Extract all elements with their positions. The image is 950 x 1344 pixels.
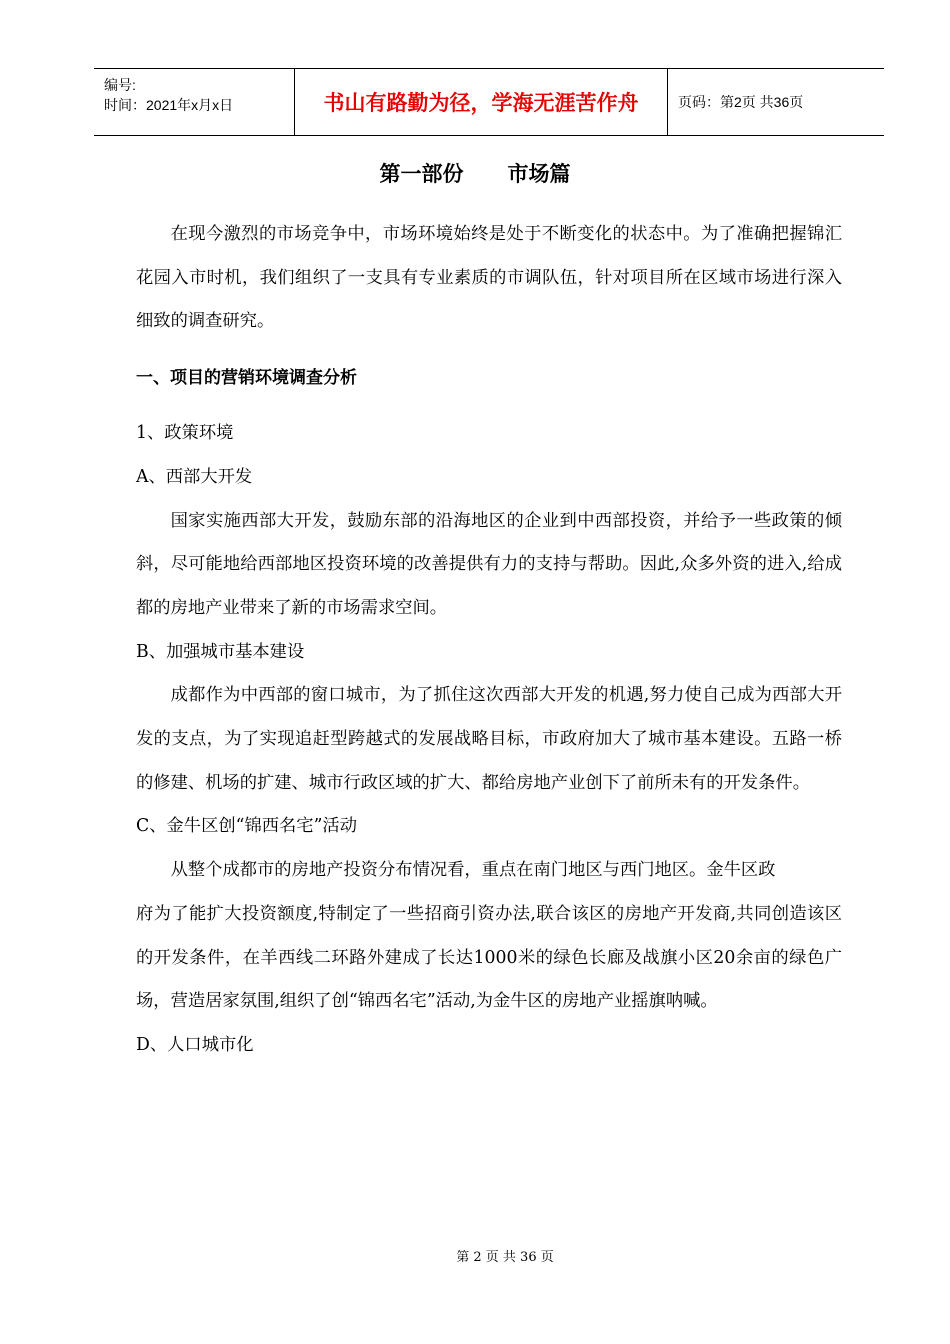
- header-page-info: 页码：第2页 共36页: [678, 94, 804, 110]
- item-b-title: B、加强城市基本建设: [136, 641, 305, 662]
- item-a-title: A、西部大开发: [136, 466, 253, 487]
- intro-paragraph: 在现今激烈的市场竞争中，市场环境始终是处于不断变化的状态中。为了准确把握锦汇花园入市时机，我们组织了一支具有专业素质的市调队伍，针对项目所在区域市场进行深入细致的调查研究。: [136, 224, 842, 332]
- page-footer: 第 2 页 共 36 页: [456, 1250, 554, 1265]
- item-c-text-1: 从整个成都市的房地产投资分布情况看，重点在南门地区与西门地区。金牛区政: [170, 860, 776, 881]
- subsection-policy: 1、政策环境: [136, 423, 234, 444]
- item-c-text-2: 府为了能扩大投资额度,特制定了一些招商引资办法,联合该区的房地产开发商,共同创造该区的开发条件，在羊西线二环路外建成了长达1000米的绿色长廊及战旗小区20余亩的绿色广场，营造居家氛围,组织了创“锦西名宅”活动,为金牛区的房地产业摇旗呐喊。: [136, 903, 842, 1012]
- serial-label: 编号:: [104, 77, 136, 93]
- document-title: [0, 158, 950, 188]
- item-d-title: D、人口城市化: [136, 1034, 254, 1055]
- section-heading: 一、项目的营销环境调查分析: [136, 368, 357, 389]
- title-part: 第一部份: [379, 162, 464, 186]
- document-body: [136, 213, 842, 1068]
- item-c-title: C、金牛区创“锦西名宅”活动: [136, 816, 357, 837]
- item-a-text: 国家实施西部大开发，鼓励东部的沿海地区的企业到中西部投资，并给予一些政策的倾斜，尽可能地给西部地区投资环境的改善提供有力的支持与帮助。因此,众多外资的进入,给成都的房地产业带来了新的市场需求空间。: [136, 510, 842, 618]
- item-b-text: 成都作为中西部的窗口城市，为了抓住这次西部大开发的机遇,努力使自己成为西部大开发的支点，为了实现追赶型跨越式的发展战略目标，市政府加大了城市基本建设。五路一桥的修建、机场的扩建、城市行政区域的扩大、都给房地产业创下了前所未有的开发条件。: [136, 685, 842, 793]
- header-motto: 书山有路勤为径，学海无涯苦作舟: [295, 69, 668, 135]
- title-name: 市场篇: [507, 162, 571, 186]
- page-header: [94, 68, 884, 136]
- time-label: 时间：2021年x月x日: [104, 97, 234, 113]
- header-meta: [94, 69, 295, 135]
